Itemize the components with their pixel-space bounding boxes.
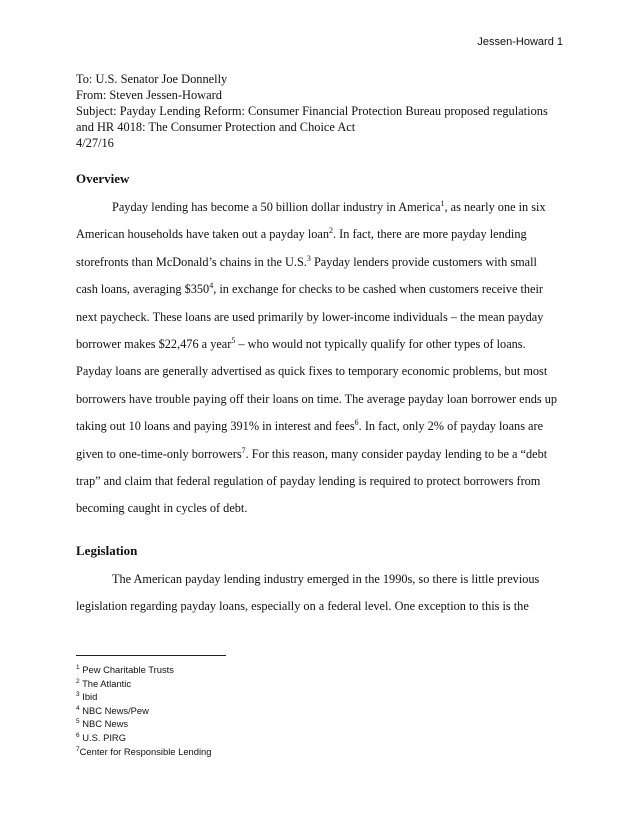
footnote-ref: 1 <box>440 198 445 208</box>
footnote-ref: 6 <box>354 418 359 428</box>
memo-from: From: Steven Jessen-Howard <box>76 88 222 102</box>
memo-block <box>76 71 556 151</box>
overview-text: , as nearly one in six American households have taken out a payday loan <box>76 200 546 242</box>
footnote-ref: 5 <box>231 335 236 345</box>
legislation-text: The American payday lending industry emerged in the 1990s, so there is little previous legislation regarding payday loans, especially on a federal level. One exception to this is the <box>76 572 540 614</box>
footnote-item: $^4$ NBC News/Pew <box>76 704 149 716</box>
memo-to: To: U.S. Senator Joe Donnelly <box>76 72 228 86</box>
running-header: Jessen-Howard 1 <box>477 36 563 48</box>
memo-date: 4/27/16 <box>76 136 114 150</box>
footnote-ref: 4 <box>209 281 214 291</box>
memo-subject: Subject: Payday Lending Reform: Consumer Financial Protection Bureau proposed regulations and HR 4018: The Consumer Protection and Choice Act <box>76 104 548 134</box>
footnote-item: $^7$Center for Responsible Lending <box>76 745 212 757</box>
overview-text: . In fact, there are more payday lending storefronts than McDonald’s chains in the U.S. <box>76 227 527 269</box>
footnote-ref: 3 <box>306 253 311 263</box>
overview-text: . In fact, only 2% of payday loans are given to one-time-only borrowers <box>76 419 544 461</box>
footnote-item: $^5$ NBC News <box>76 718 129 730</box>
legislation-paragraph <box>76 566 560 621</box>
overview-heading: Overview <box>76 171 130 186</box>
footnote-item: $^3$ Ibid <box>76 691 98 703</box>
footnote-item: $^1$ Pew Charitable Trusts <box>76 663 174 675</box>
footnotes <box>76 663 211 758</box>
footnote-item: $^2$ The Atlantic <box>76 677 132 689</box>
overview-text: Payday lending has become a 50 billion dollar industry in America <box>112 200 441 214</box>
legislation-heading: Legislation <box>76 543 138 558</box>
footnote-ref: 7 <box>241 445 246 455</box>
overview-text: . For this reason, many consider payday lending to be a “debt trap” and claim that federal regulation of payday lending is required to protect borrowers from becoming caught in cycles of debt. <box>76 446 548 516</box>
overview-text: , in exchange for checks to be cashed when customers receive their next paycheck. These loans are used primarily by lower-income individuals – the mean payday borrower makes $22,476 a year <box>76 282 544 352</box>
footnote-item: $^6$ U.S. PIRG <box>76 731 126 743</box>
footnote-separator <box>76 655 226 656</box>
overview-paragraph <box>76 194 560 523</box>
overview-text: – who would not typically qualify for other types of loans. Payday loans are generally advertised as quick fixes to temporary economic problems, but most borrowers have trouble paying off their loans on time. The average payday loan borrower ends up taking out 10 loans and paying 391% in interest and fees <box>76 337 558 434</box>
footnote-ref: 2 <box>329 226 334 236</box>
overview-text: Payday lenders provide customers with small cash loans, averaging $350 <box>76 254 537 297</box>
